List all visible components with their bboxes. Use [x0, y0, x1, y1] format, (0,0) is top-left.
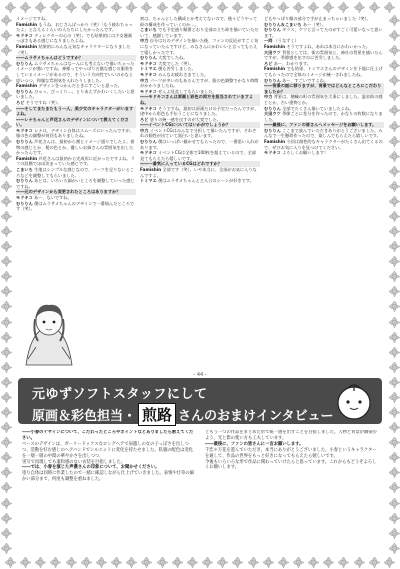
dialogue-text: 芦花さんは最初から完成形に近かったですよね。ラフの段階でほぼ決まっていた感じです。 [16, 155, 135, 167]
dialogue-text: あー（笑）。 [303, 21, 327, 27]
text-column-3 [264, 16, 384, 378]
leaf-ornament-icon [19, 556, 32, 569]
speaker-name: トミマエ [140, 66, 157, 72]
dialogue-text: 大変でしたね。 [158, 55, 188, 61]
dialogue-line [140, 16, 260, 27]
dialogue-line [264, 150, 384, 156]
dialogue-text: イベントCGはみんなで分担して描いたんですが、それぞれの個性が出ていて面白いと思います。 [140, 127, 257, 139]
speaker-name: 大田ウツ [264, 111, 281, 117]
leaf-ornament-icon [388, 436, 400, 449]
banner-role: 原画＆彩色担当・ [32, 409, 137, 424]
speaker-name: トミマエ [140, 178, 157, 184]
leaf-ornament-icon [0, 542, 13, 555]
leaf-ornament-icon [216, 1, 229, 14]
dialogue-text: ギラス、ケツと言ってたのがすごく可愛いなって思います。 [264, 27, 383, 38]
right-border [388, 14, 400, 555]
dialogue-line [140, 78, 260, 89]
speaker-name: 中力 [140, 38, 149, 44]
leaf-ornament-icon [140, 1, 153, 14]
dialogue-text: ――ムラサメちゃんはどうですか？ [16, 55, 83, 61]
dialogue-text: ――背景の話に移りますが、背景ではどんなところにこだわりましたか？ [264, 83, 382, 94]
leaf-ornament-icon [262, 556, 275, 569]
speaker-name: むりりん＆こまいち [264, 21, 302, 27]
speaker-name: モドキコ [16, 195, 33, 200]
leaf-ornament-icon [0, 240, 13, 253]
speaker-name: むりりん [264, 77, 281, 83]
speaker-name: こまいち [140, 27, 157, 33]
speaker-name: 中力 [140, 127, 149, 133]
leaf-ornament-icon [0, 14, 13, 27]
dialogue-line [16, 22, 136, 33]
leaf-ornament-icon [0, 346, 13, 359]
leaf-ornament-icon [388, 270, 400, 283]
leaf-ornament-icon [388, 225, 400, 238]
dialogue-text: イメージですね。 [16, 16, 50, 21]
dialogue-text: でも結果、トミマエさんのデザインを下地に仕上げてもらったので全体のイメージが統一されましたね。 [264, 66, 383, 77]
leaf-ornament-icon [0, 165, 13, 178]
leaf-ornament-icon [388, 14, 400, 27]
leaf-ornament-icon [0, 466, 13, 479]
dialogue-text: ここまで読んでいただきありがとうございました。みんなで一生懸命作ったので、楽しんでもらえたら嬉しいです。 [264, 127, 383, 139]
dialogue-text: 結果的にみんな元気なキャラクターになりました（笑）。 [16, 43, 131, 55]
leaf-ornament-icon [80, 556, 93, 569]
leaf-ornament-icon [337, 556, 350, 569]
leaf-ornament-icon [0, 89, 13, 102]
dialogue-text: （うなずく） [273, 38, 299, 44]
leaf-ornament-icon [186, 1, 199, 14]
left-border [0, 14, 12, 555]
leaf-ornament-icon [388, 44, 400, 57]
leaf-ornament-icon [388, 542, 400, 555]
speaker-name: モドキコ [140, 60, 157, 66]
dialogue-text: そうですね。最初は原画だけの予定だったんですが、途中から彩色も手伝うことになりました。 [140, 105, 259, 117]
leaf-ornament-icon [337, 1, 350, 14]
dialogue-line [264, 50, 384, 61]
dialogue-line [140, 27, 260, 38]
leaf-ornament-icon [388, 346, 400, 359]
leaf-ornament-icon [0, 285, 13, 298]
leaf-ornament-icon [125, 1, 138, 14]
leaf-ornament-icon [388, 89, 400, 102]
bonus-interview [22, 430, 378, 552]
leaf-ornament-icon [0, 150, 13, 163]
dialogue-text: レナは、デザイン自体はスムーズにいったんですが、服の色の調整が何回もありましたね。 [16, 127, 134, 139]
dialogue-text: ムラサメちゃんはなーんにも考えないで描いちゃったイメージが強いですね。神様ってやっぱり古風な感じの服装をしているイメージがあるので、そういう方向性でいいのかなと思いつつ、和風な雰囲気を入れたりしました。 [16, 60, 135, 83]
leaf-ornament-icon [292, 556, 305, 569]
character-illustration [16, 297, 82, 367]
dialogue-text: 季節ごとに差分を作ったので、かなりの枚数になりました。 [264, 111, 383, 122]
speaker-name: むりりん [264, 127, 281, 133]
leaf-ornament-icon [65, 556, 78, 569]
speaker-name: Famishin [140, 167, 162, 173]
dialogue-line [16, 139, 136, 156]
leaf-ornament-icon [0, 376, 13, 389]
leaf-ornament-icon [0, 225, 13, 238]
dialogue-text: ――そしてまたまたもう一人、美少女のキャラクターがいますよね。 [16, 105, 134, 117]
dialogue-line [264, 111, 384, 122]
leaf-ornament-icon [388, 195, 400, 208]
leaf-ornament-icon [0, 300, 13, 313]
leaf-ornament-icon [262, 1, 275, 14]
leaf-ornament-icon [231, 556, 244, 569]
leaf-ornament-icon [0, 497, 13, 510]
dialogue-text: ――イベントCGについてはいかがでしょうか？ [140, 122, 231, 128]
leaf-ornament-icon [383, 1, 396, 14]
speaker-name: むりりん [16, 60, 33, 66]
leaf-ornament-icon [277, 556, 290, 569]
dialogue-text: ――最後に、ファンの皆さんへメッセージをお願いします。 [264, 122, 377, 128]
leaf-ornament-icon [80, 1, 93, 14]
leaf-ornament-icon [388, 316, 400, 329]
leaf-ornament-icon [388, 361, 400, 374]
speaker-name: ろど [140, 116, 149, 122]
dialogue-line [140, 167, 260, 178]
dialogue-line [140, 150, 260, 161]
dialogue-text: 大変でした（笑）。 [158, 60, 194, 66]
dialogue-text: でも予定通り順番どおり全部の立ち絵を描いていただいて、感謝しています。 [140, 27, 259, 38]
speaker-name: モドキコ [16, 32, 33, 38]
text-column-2 [140, 16, 260, 378]
interview-question: ――小春のデザインについて、こだわったところやポイントなどありましたら教えてください。 [22, 430, 194, 441]
leaf-ornament-icon [0, 195, 13, 208]
leaf-ornament-icon [388, 331, 400, 344]
leaf-ornament-icon [0, 512, 13, 525]
interview-answer: 塗り自体は同時に作業したので一緒に確認しながら仕上げていきました。表情や仕草の細かい部分まで、何度も調整を重ねました。 [22, 471, 194, 483]
leaf-ornament-icon [156, 556, 169, 569]
leaf-ornament-icon [388, 135, 400, 148]
dialogue-text: ――元のデザインから変更されたところはありますか？ [16, 189, 121, 195]
speaker-name: Famishin [16, 83, 38, 89]
leaf-ornament-icon [388, 406, 400, 419]
speaker-name: Famishin [264, 139, 286, 145]
leaf-ornament-icon [368, 556, 381, 569]
leaf-ornament-icon [186, 556, 199, 569]
dialogue-line [264, 27, 384, 38]
dialogue-text: 今回は個性的なキャラクターがたくさん出てくるので、ぜひお気に入りを見つけてください。 [264, 139, 383, 150]
bonus-column-2 [205, 430, 378, 552]
interview-answer: ベースのデザインは、ガーリードックスなロングヘアで肩越しの女の子っぽさを出しつつ、活動を好む感じのヘアバンドでシルエットに変化を持たせました。私服の配色は変化を一層一層の中間の華やかさを出しつつ、 [22, 441, 194, 459]
interview-answer: 今後もいろいろな形で作品に関わっていけたらと思っています。これからもどうぞよろしくお願いします。 [205, 459, 377, 471]
leaf-ornament-icon [156, 1, 169, 14]
speaker-name: むりりん [16, 200, 33, 206]
dialogue-text: もうね、おじさんばっかり（笑）「もう疲れちゃったよ」と言えるくらいの人たちにしたかったんです。 [16, 21, 133, 33]
dialogue-line [264, 66, 384, 77]
leaf-ornament-icon [388, 527, 400, 540]
leaf-ornament-icon [171, 1, 184, 14]
leaf-ornament-icon [0, 104, 13, 117]
speaker-name: Famishin [264, 66, 286, 72]
leaf-ornament-icon [307, 556, 320, 569]
bonus-column-1 [22, 430, 195, 552]
leaf-ornament-icon [110, 1, 123, 14]
interview-answer: ともう一つの作品をまとめた形で統一感を出すことを目指しました。人物と背景が馴染むよう、光と影の使い方も工夫しています。 [205, 430, 377, 441]
leaf-ornament-icon [0, 391, 13, 404]
leaf-ornament-icon [388, 300, 400, 313]
dialogue-line [16, 167, 136, 178]
leaf-ornament-icon [388, 391, 400, 404]
leaf-ornament-icon [247, 1, 260, 14]
leaf-ornament-icon [0, 270, 13, 283]
leaf-ornament-icon [201, 1, 214, 14]
banner-line-2 [32, 403, 334, 426]
dialogue-line [140, 128, 260, 139]
leaf-ornament-icon [0, 316, 13, 329]
speaker-name: モドキコ [140, 150, 157, 156]
dialogue-line [16, 33, 136, 44]
leaf-ornament-icon [388, 59, 400, 72]
top-border [0, 0, 400, 14]
speaker-name: 大田ウツ [264, 49, 281, 55]
leaf-ornament-icon [0, 44, 13, 57]
dialogue-line [16, 89, 136, 100]
speaker-name: むりりん [140, 55, 157, 61]
leaf-ornament-icon [201, 556, 214, 569]
dialogue-line [16, 156, 136, 167]
leaf-ornament-icon [388, 210, 400, 223]
leaf-ornament-icon [388, 29, 400, 42]
dialogue-line [16, 128, 136, 139]
dialogue-text: そうですね（笑）。 [25, 99, 62, 105]
leaf-ornament-icon [388, 376, 400, 389]
leaf-ornament-icon [125, 556, 138, 569]
dialogue-text: 芦花さんは、最初から割とイメージ通りでしたよ。着物の感じとか、髪の色とか。優しいお姉さんの雰囲気を出したかったんです。 [16, 139, 135, 156]
speaker-name: むりりん [264, 105, 281, 111]
dialogue-text: ディレクターの心の（笑）。でも結果的には少女漫画っぽさもある感じになりましたよね。 [16, 32, 133, 44]
leaf-ornament-icon [388, 497, 400, 510]
leaf-ornament-icon [0, 406, 13, 419]
dialogue-text: みんなお疲れさまでした。 [158, 71, 209, 77]
dialogue-text: パーツが多いのもあるんですが、服の色調整でかなり時間がかかりましたね。 [140, 77, 259, 89]
dialogue-line [264, 139, 384, 150]
leaf-ornament-icon [0, 527, 13, 540]
dialogue-text: 僕はムラサメちゃんと主人公のシーンが好きです。 [158, 178, 254, 184]
leaf-ornament-icon [388, 74, 400, 87]
leaf-ornament-icon [19, 1, 32, 14]
dialogue-line [140, 139, 260, 150]
leaf-ornament-icon [34, 1, 47, 14]
leaf-ornament-icon [0, 481, 13, 494]
leaf-ornament-icon [34, 556, 47, 569]
dialogue-text: 全部でたくさん描いていましたよね。 [282, 105, 354, 111]
speaker-name: モドキコ [16, 127, 33, 133]
interview-question: ――最後に、ファンの皆さんに一言お願いします。 [205, 441, 304, 447]
speaker-name: ろど [16, 99, 25, 105]
dialogue-text: よろしくお願いします！ [282, 150, 329, 156]
leaf-ornament-icon [0, 180, 13, 193]
leaf-ornament-icon [231, 1, 244, 14]
dialogue-text: ――レナちゃんと芦花さんのデザインについて教えてください。 [16, 116, 129, 128]
dialogue-text: 背景としては、街の雰囲気と、神社の背景を描いたんですが、季節感を出すのに苦労しました。 [264, 49, 383, 61]
leaf-ornament-icon [216, 556, 229, 569]
leaf-ornament-icon [95, 556, 108, 569]
leaf-ornament-icon [388, 104, 400, 117]
leaf-ornament-icon [0, 361, 13, 374]
banner-suffix: さんのおまけインタビュー [178, 409, 334, 424]
speaker-name: むりりん [16, 178, 33, 184]
dialogue-line [16, 178, 136, 189]
speaker-name: Famishin [16, 155, 38, 161]
leaf-ornament-icon [388, 512, 400, 525]
leaf-ornament-icon [383, 556, 396, 569]
leaf-ornament-icon [0, 59, 13, 72]
dialogue-text: 背景は、穂織の町の雰囲気を大事にしました。温泉街の感じとか、古い建物とか。 [264, 94, 383, 105]
leaf-ornament-icon [4, 1, 17, 14]
leaf-ornament-icon [307, 1, 320, 14]
leaf-ornament-icon [0, 29, 13, 42]
leaf-ornament-icon [388, 481, 400, 494]
leaf-ornament-icon [0, 436, 13, 449]
leaf-ornament-icon [0, 74, 13, 87]
leaf-ornament-icon [388, 180, 400, 193]
speaker-name: むりりん [16, 88, 33, 94]
leaf-ornament-icon [388, 150, 400, 163]
dialogue-text: デザインをつかんだときにすごいと思った。 [38, 83, 122, 89]
staff-name: 煎路 [138, 403, 176, 426]
leaf-ornament-icon [322, 1, 335, 14]
dialogue-line [16, 106, 136, 117]
dialogue-text: 塗りの統一感を出すのが大変でした。 [149, 116, 221, 122]
dialogue-line [140, 178, 260, 184]
leaf-ornament-icon [65, 1, 78, 14]
leaf-ornament-icon [322, 556, 335, 569]
leaf-ornament-icon [388, 466, 400, 479]
leaf-ornament-icon [49, 1, 62, 14]
leaf-ornament-icon [247, 556, 260, 569]
speaker-name: モドキコ [140, 71, 157, 77]
interview-question: ――では、小春を演じた声優さんの印象について、お聞かせください。 [22, 465, 160, 471]
leaf-ornament-icon [388, 421, 400, 434]
page-number: - 44 - [193, 372, 207, 378]
leaf-ornament-icon [140, 556, 153, 569]
leaf-ornament-icon [353, 1, 366, 14]
dialogue-text: 自分は万のデザインを描いた後、ファンの反応がすごく気になっていたんですけど、みなさんにかわいいと言ってもらえて嬉しかったです。 [140, 38, 259, 55]
speaker-name: モドキコ [264, 150, 281, 156]
leaf-ornament-icon [388, 165, 400, 178]
leaf-ornament-icon [0, 331, 13, 344]
speaker-name: 中力 [264, 94, 273, 100]
dialogue-text: 全部です（笑）。いや本当に、全部がお気に入りなんですよ。 [140, 167, 257, 178]
dialogue-line [16, 201, 136, 212]
dialogue-text: ぜんぶ見直してもらいました。 [158, 88, 217, 94]
interview-banner [18, 378, 382, 424]
dialogue-text: あー、すごいですよね。 [282, 77, 329, 83]
dialogue-text: あー、わかります。 [273, 60, 311, 66]
dialogue-line [264, 94, 384, 105]
dialogue-line [140, 106, 260, 117]
leaf-ornament-icon [110, 556, 123, 569]
speaker-name: モドキコ [140, 88, 157, 94]
speaker-name: ろど [264, 60, 273, 66]
dialogue-text: 生地はシンプルな感じなので、パーツを足りないところなどを調整してもらいました。 [16, 167, 135, 178]
dialogue-line [16, 117, 136, 128]
leaf-ornament-icon [292, 1, 305, 14]
interview-answer: 実写で再現しても違和感のない衣装を目指しました。 [22, 459, 126, 465]
dialogue-text: ひゃっ、びっくり…。とりあえずかわいくしたいと思いました。 [16, 88, 135, 100]
dialogue-text: 僕はいっぱい描かせてもらったので、一番思い入れがあります。 [140, 139, 259, 150]
leaf-ornament-icon [368, 1, 381, 14]
dialogue-line [140, 94, 260, 105]
dialogue-line [264, 83, 384, 94]
speaker-name: Famishin [16, 21, 38, 27]
speaker-name: モドキコ [140, 105, 157, 111]
dialogue-text: 僕はムラサメちゃんのデザインで一番悩んだところです（笑）。 [16, 200, 135, 212]
speaker-name: むりりん [16, 139, 33, 145]
leaf-ornament-icon [0, 255, 13, 268]
dialogue-text: イベントCGは全体で100枚を超えているので、全部見てもらえたら嬉しいです。 [140, 150, 256, 161]
leaf-ornament-icon [0, 210, 13, 223]
leaf-ornament-icon [95, 1, 108, 14]
leaf-ornament-icon [49, 556, 62, 569]
dialogue-text: どもやっぱり顔の部分で手が止まっちゃいました（笑）。 [264, 16, 371, 21]
leaf-ornament-icon [388, 451, 400, 464]
dialogue-text: そうですよね、あれは本当にかわいかった。 [286, 43, 371, 49]
leaf-ornament-icon [171, 556, 184, 569]
leaf-ornament-icon [388, 120, 400, 133]
dialogue-text: あー、ないですね。 [34, 195, 72, 200]
dialogue-text: 初は、ちゃんとした構成とか考えてないので、後々どうやって絵の構成を作っていくのか…。 [140, 16, 258, 27]
mascot-icon [334, 381, 374, 421]
leaf-ornament-icon [388, 285, 400, 298]
speaker-name: 中力 [140, 77, 149, 83]
dialogue-line [16, 61, 136, 83]
speaker-name: Famishin [264, 43, 286, 49]
speaker-name: むりりん [140, 139, 157, 145]
leaf-ornament-icon [0, 120, 13, 133]
leaf-ornament-icon [0, 451, 13, 464]
speaker-name: Famishin [16, 43, 38, 49]
leaf-ornament-icon [0, 135, 13, 148]
dialogue-text: 僕も苦労しました。 [158, 66, 196, 72]
leaf-ornament-icon [277, 1, 290, 14]
leaf-ornament-icon [4, 556, 17, 569]
leaf-ornament-icon [388, 240, 400, 253]
speaker-name: こまいち [16, 167, 33, 173]
leaf-ornament-icon [0, 421, 13, 434]
banner-line-1: 元ゆずソフトスタッフにして [32, 387, 208, 402]
leaf-ornament-icon [353, 556, 366, 569]
dialogue-text: ――一番気に入っているCGはどれですか？ [140, 161, 222, 167]
dialogue-line [140, 38, 260, 55]
dialogue-text: ――モドキコさんは原画と彩色の両方を担当されていますよね。 [140, 94, 254, 105]
speaker-name: 一同 [264, 38, 273, 44]
dialogue-text: あとは、いろいろ細かいところを調整していった感じですね。 [16, 178, 135, 189]
bottom-border [0, 555, 400, 569]
dialogue-line [16, 44, 136, 55]
dialogue-line [264, 128, 384, 139]
leaf-ornament-icon [388, 255, 400, 268]
interview-answer: 千恋＊万花を遊んでいただき、本当にありがとうございました。小春というキャラクターを通して、作品の世界をもっと好きになってもらえたら嬉しいです。 [205, 447, 377, 459]
speaker-name: むりりん [264, 27, 281, 33]
